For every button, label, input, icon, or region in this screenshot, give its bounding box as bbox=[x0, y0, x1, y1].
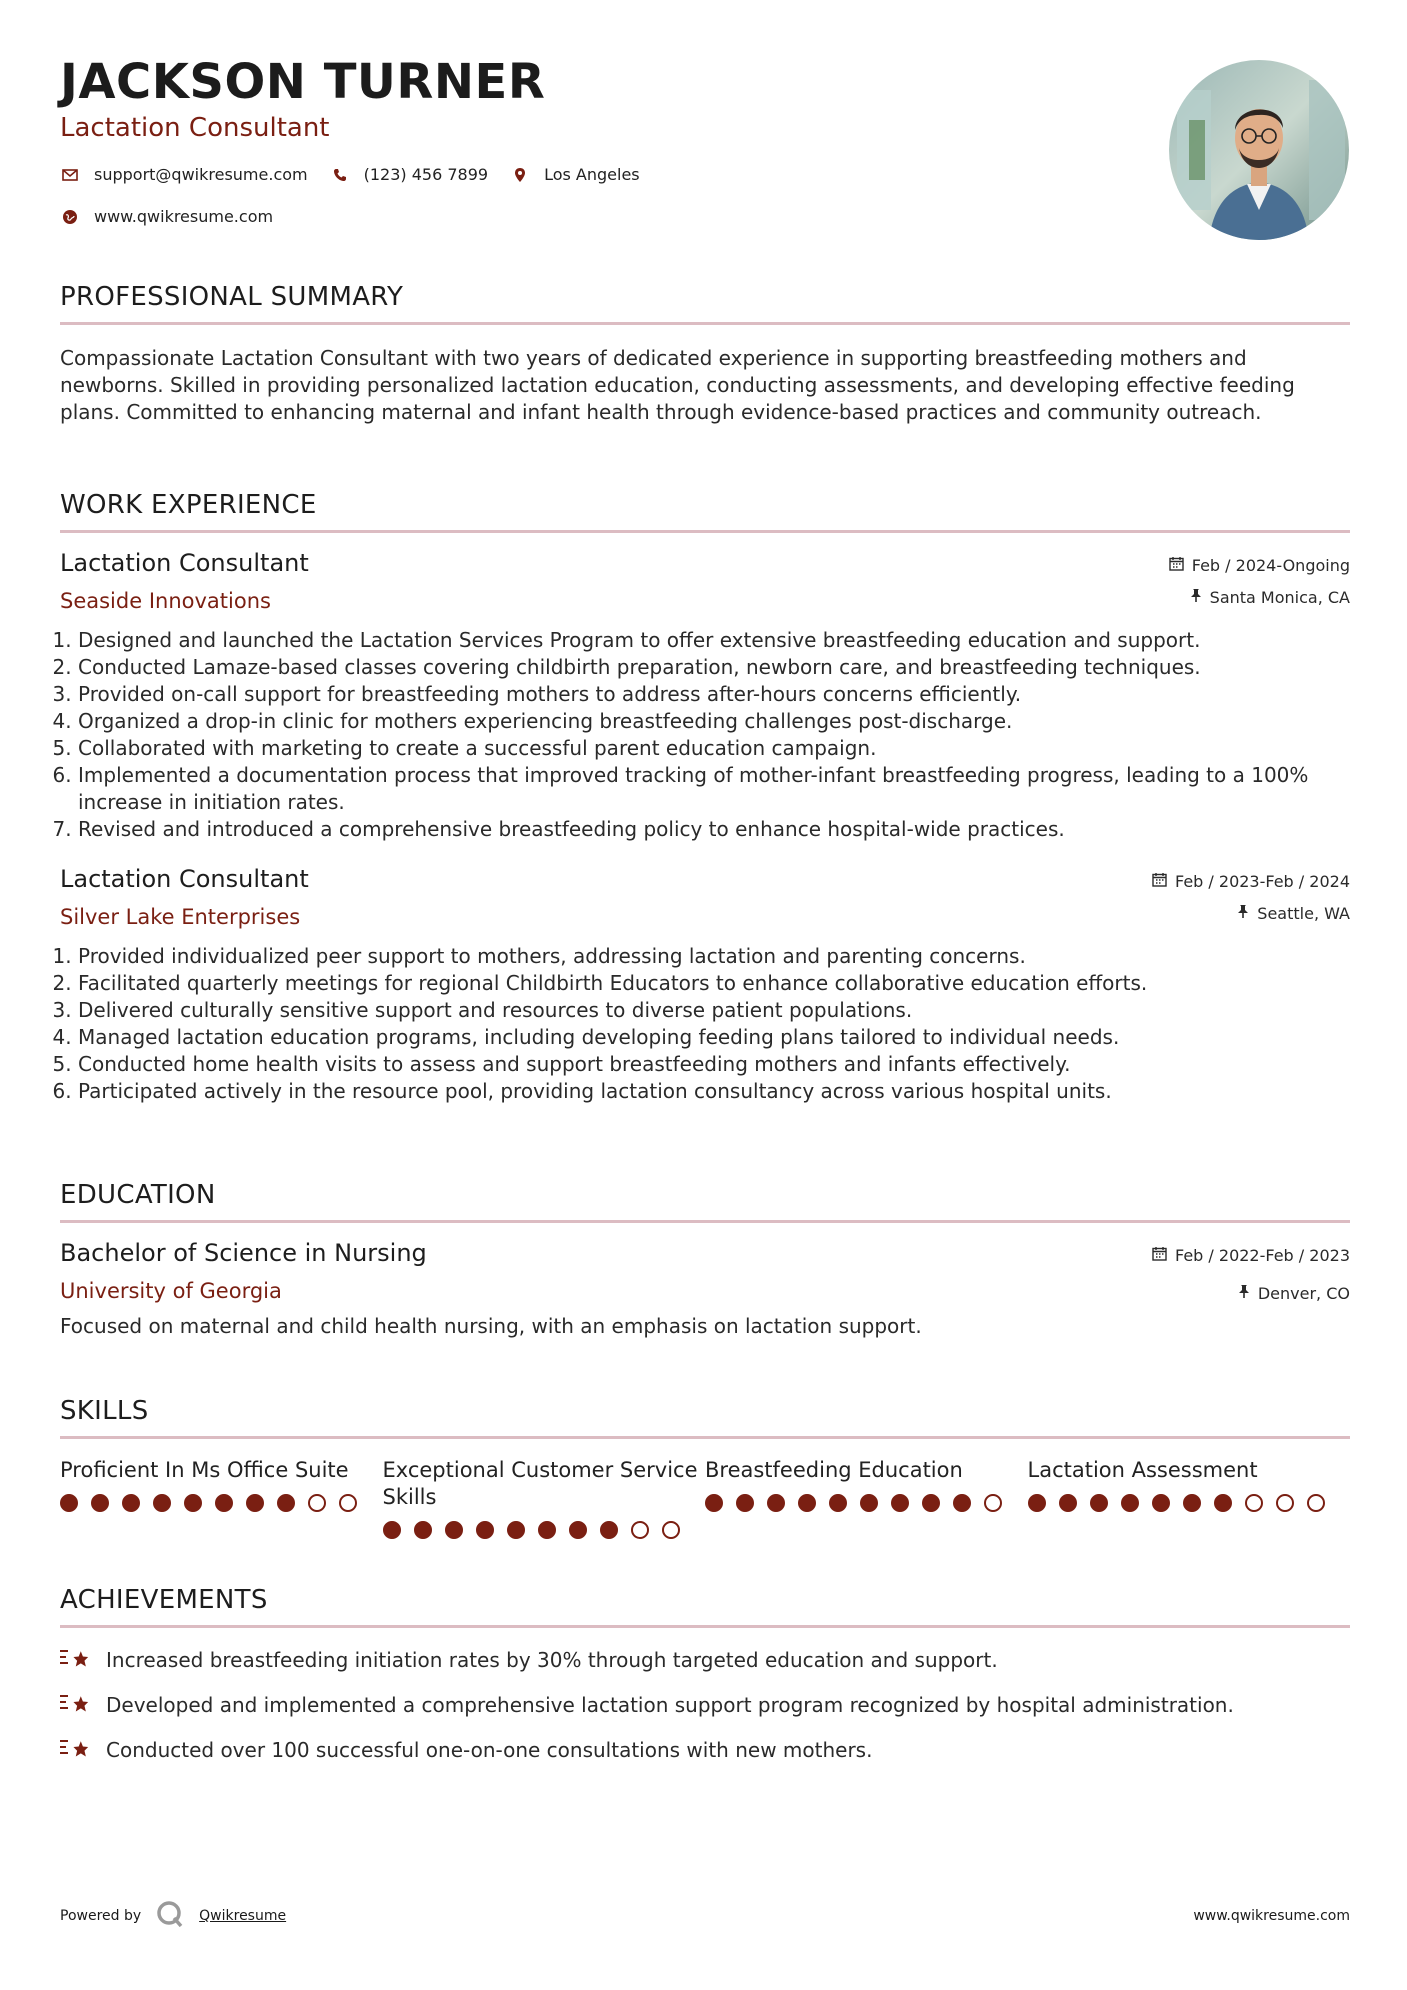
rating-dot-filled bbox=[736, 1494, 754, 1512]
pushpin-icon bbox=[1190, 588, 1202, 607]
education-section bbox=[60, 1180, 1350, 1340]
rating-dot-filled bbox=[1183, 1494, 1201, 1512]
location-pin-icon bbox=[510, 165, 530, 185]
job-title: Lactation Consultant bbox=[60, 549, 309, 577]
pushpin-icon bbox=[1238, 1284, 1250, 1303]
achievement-item bbox=[60, 1691, 1350, 1719]
list-item: 5. Collaborated with marketing to create a successful parent education campaign. bbox=[78, 735, 1350, 762]
job-dates: Feb / 2023-Feb / 2024 bbox=[1175, 871, 1350, 891]
section-divider bbox=[60, 1220, 1350, 1223]
education-dates: Feb / 2022-Feb / 2023 bbox=[1175, 1245, 1350, 1265]
rating-dot-filled bbox=[1152, 1494, 1170, 1512]
achievement-item bbox=[60, 1736, 1350, 1764]
pushpin-icon bbox=[1237, 904, 1249, 923]
star-medal-icon bbox=[60, 1735, 92, 1766]
summary-section bbox=[60, 282, 1350, 426]
job-title: Lactation Consultant bbox=[60, 865, 309, 893]
skill-name: Proficient In Ms Office Suite bbox=[60, 1458, 349, 1482]
section-divider bbox=[60, 1436, 1350, 1439]
degree-title: Bachelor of Science in Nursing bbox=[60, 1239, 427, 1267]
rating-dot-empty bbox=[631, 1521, 649, 1539]
rating-dot-filled bbox=[953, 1494, 971, 1512]
achievement-text: Developed and implemented a comprehensive lactation support program recognized by hospital administration. bbox=[106, 1693, 1234, 1717]
list-item: 7. Revised and introduced a comprehensive breastfeeding policy to enhance hospital-wide practices. bbox=[78, 816, 1350, 843]
rating-dot-filled bbox=[1214, 1494, 1232, 1512]
rating-dot-filled bbox=[922, 1494, 940, 1512]
skills-heading: SKILLS bbox=[60, 1396, 149, 1426]
rating-dot-filled bbox=[215, 1494, 233, 1512]
skill-rating bbox=[383, 1521, 706, 1539]
list-item: 4. Organized a drop-in clinic for mothers experiencing breastfeeding challenges post-discharge. bbox=[78, 708, 1350, 735]
list-item: 1. Provided individualized peer support to mothers, addressing lactation and parenting concerns. bbox=[78, 943, 1350, 970]
education-description: Focused on maternal and child health nursing, with an emphasis on lactation support. bbox=[60, 1314, 922, 1338]
rating-dot-filled bbox=[246, 1494, 264, 1512]
list-item: 5. Conducted home health visits to assess and support breastfeeding mothers and infants effectively. bbox=[78, 1051, 1350, 1078]
page-footer bbox=[60, 1898, 1350, 1934]
rating-dot-filled bbox=[600, 1521, 618, 1539]
skill-item bbox=[383, 1457, 706, 1539]
rating-dot-filled bbox=[1090, 1494, 1108, 1512]
skill-item bbox=[705, 1457, 1028, 1539]
skills-list bbox=[60, 1457, 1350, 1539]
rating-dot-filled bbox=[569, 1521, 587, 1539]
achievements-heading: ACHIEVEMENTS bbox=[60, 1585, 268, 1615]
calendar-icon bbox=[1152, 872, 1167, 891]
section-divider bbox=[60, 1625, 1350, 1628]
job-location: Seattle, WA bbox=[1257, 903, 1350, 923]
powered-by-label: Powered by bbox=[60, 1908, 142, 1924]
job-entry bbox=[60, 865, 1350, 1105]
skill-rating bbox=[1028, 1494, 1351, 1512]
candidate-role: Lactation Consultant bbox=[60, 112, 330, 143]
list-item: 1. Designed and launched the Lactation Services Program to offer extensive breastfeeding education and support. bbox=[78, 627, 1350, 654]
list-item: 6. Implemented a documentation process that improved tracking of mother-infant breastfeeding progress, leading to a 100% increase in initiation rates. bbox=[78, 762, 1350, 816]
summary-heading: PROFESSIONAL SUMMARY bbox=[60, 282, 404, 312]
job-company: Silver Lake Enterprises bbox=[60, 905, 301, 929]
rating-dot-filled bbox=[60, 1494, 78, 1512]
achievements-section bbox=[60, 1585, 1350, 1764]
skill-rating bbox=[60, 1494, 383, 1512]
list-item: 4. Managed lactation education programs, including developing feeding plans tailored to individual needs. bbox=[78, 1024, 1350, 1051]
education-heading: EDUCATION bbox=[60, 1180, 216, 1210]
skill-rating bbox=[705, 1494, 1028, 1512]
list-item: 3. Provided on-call support for breastfeeding mothers to address after-hours concerns efficiently. bbox=[78, 681, 1350, 708]
list-item: 2. Facilitated quarterly meetings for regional Childbirth Educators to enhance collaborative education efforts. bbox=[78, 970, 1350, 997]
list-item: 6. Participated actively in the resource pool, providing lactation consultancy across various hospital units. bbox=[78, 1078, 1350, 1105]
rating-dot-empty bbox=[339, 1494, 357, 1512]
achievement-text: Conducted over 100 successful one-on-one consultations with new mothers. bbox=[106, 1738, 873, 1762]
rating-dot-filled bbox=[184, 1494, 202, 1512]
rating-dot-empty bbox=[984, 1494, 1002, 1512]
achievement-item bbox=[60, 1646, 1350, 1674]
job-bullets bbox=[60, 627, 1350, 843]
achievement-text: Increased breastfeeding initiation rates by 30% through targeted education and support. bbox=[106, 1648, 998, 1672]
list-item: 2. Conducted Lamaze-based classes covering childbirth preparation, newborn care, and breastfeeding techniques. bbox=[78, 654, 1350, 681]
rating-dot-filled bbox=[829, 1494, 847, 1512]
rating-dot-filled bbox=[153, 1494, 171, 1512]
email-icon bbox=[60, 165, 80, 185]
profile-photo bbox=[1169, 60, 1349, 240]
list-item: 3. Delivered culturally sensitive support and resources to diverse patient populations. bbox=[78, 997, 1350, 1024]
skill-name: Exceptional Customer Service Skills bbox=[382, 1458, 698, 1509]
rating-dot-filled bbox=[414, 1521, 432, 1539]
qwikresume-logo-icon bbox=[155, 1899, 185, 1933]
skill-item bbox=[60, 1457, 383, 1539]
rating-dot-filled bbox=[91, 1494, 109, 1512]
skill-name: Breastfeeding Education bbox=[705, 1458, 963, 1482]
resume-header bbox=[60, 56, 1350, 246]
experience-section bbox=[60, 490, 1350, 1105]
job-company: Seaside Innovations bbox=[60, 589, 271, 613]
email-link[interactable]: support@qwikresume.com bbox=[94, 165, 308, 185]
star-medal-icon bbox=[60, 1690, 92, 1721]
job-bullets bbox=[60, 943, 1350, 1105]
rating-dot-filled bbox=[476, 1521, 494, 1539]
phone-number[interactable]: (123) 456 7899 bbox=[363, 165, 489, 185]
rating-dot-filled bbox=[383, 1521, 401, 1539]
calendar-icon bbox=[1169, 556, 1184, 575]
section-divider bbox=[60, 530, 1350, 533]
school-name: University of Georgia bbox=[60, 1279, 282, 1303]
skills-section bbox=[60, 1396, 1350, 1539]
rating-dot-filled bbox=[507, 1521, 525, 1539]
rating-dot-filled bbox=[798, 1494, 816, 1512]
website-link[interactable]: www.qwikresume.com bbox=[94, 207, 274, 227]
phone-icon bbox=[330, 165, 350, 185]
rating-dot-filled bbox=[891, 1494, 909, 1512]
candidate-name: JACKSON TURNER bbox=[60, 54, 546, 110]
rating-dot-filled bbox=[1028, 1494, 1046, 1512]
job-dates: Feb / 2024-Ongoing bbox=[1191, 555, 1350, 575]
calendar-icon bbox=[1152, 1246, 1167, 1265]
rating-dot-filled bbox=[277, 1494, 295, 1512]
star-medal-icon bbox=[60, 1645, 92, 1676]
rating-dot-empty bbox=[1307, 1494, 1325, 1512]
job-location: Santa Monica, CA bbox=[1209, 587, 1350, 607]
section-divider bbox=[60, 322, 1350, 325]
location-text: Los Angeles bbox=[544, 165, 640, 185]
rating-dot-filled bbox=[1121, 1494, 1139, 1512]
skill-name: Lactation Assessment bbox=[1027, 1458, 1258, 1482]
rating-dot-filled bbox=[445, 1521, 463, 1539]
rating-dot-filled bbox=[860, 1494, 878, 1512]
rating-dot-empty bbox=[662, 1521, 680, 1539]
rating-dot-filled bbox=[767, 1494, 785, 1512]
footer-url-link[interactable]: www.qwikresume.com bbox=[1193, 1908, 1350, 1924]
contact-info bbox=[60, 165, 1350, 227]
skill-item bbox=[1028, 1457, 1351, 1539]
brand-link[interactable]: Qwikresume bbox=[199, 1908, 287, 1924]
rating-dot-filled bbox=[122, 1494, 140, 1512]
rating-dot-empty bbox=[1245, 1494, 1263, 1512]
rating-dot-filled bbox=[538, 1521, 556, 1539]
rating-dot-empty bbox=[1276, 1494, 1294, 1512]
experience-heading: WORK EXPERIENCE bbox=[60, 490, 317, 520]
rating-dot-filled bbox=[705, 1494, 723, 1512]
summary-text: Compassionate Lactation Consultant with two years of dedicated experience in supporting breastfeeding mothers and newborns. Skilled in providing personalized lactation education, conducting assessments, and developing effective feeding plans. Committed to enhancing maternal and infant health through evidence-based practices and community outreach. bbox=[60, 346, 1295, 424]
globe-icon bbox=[60, 207, 80, 227]
rating-dot-filled bbox=[1059, 1494, 1077, 1512]
education-location: Denver, CO bbox=[1257, 1283, 1350, 1303]
rating-dot-empty bbox=[308, 1494, 326, 1512]
job-entry bbox=[60, 549, 1350, 843]
